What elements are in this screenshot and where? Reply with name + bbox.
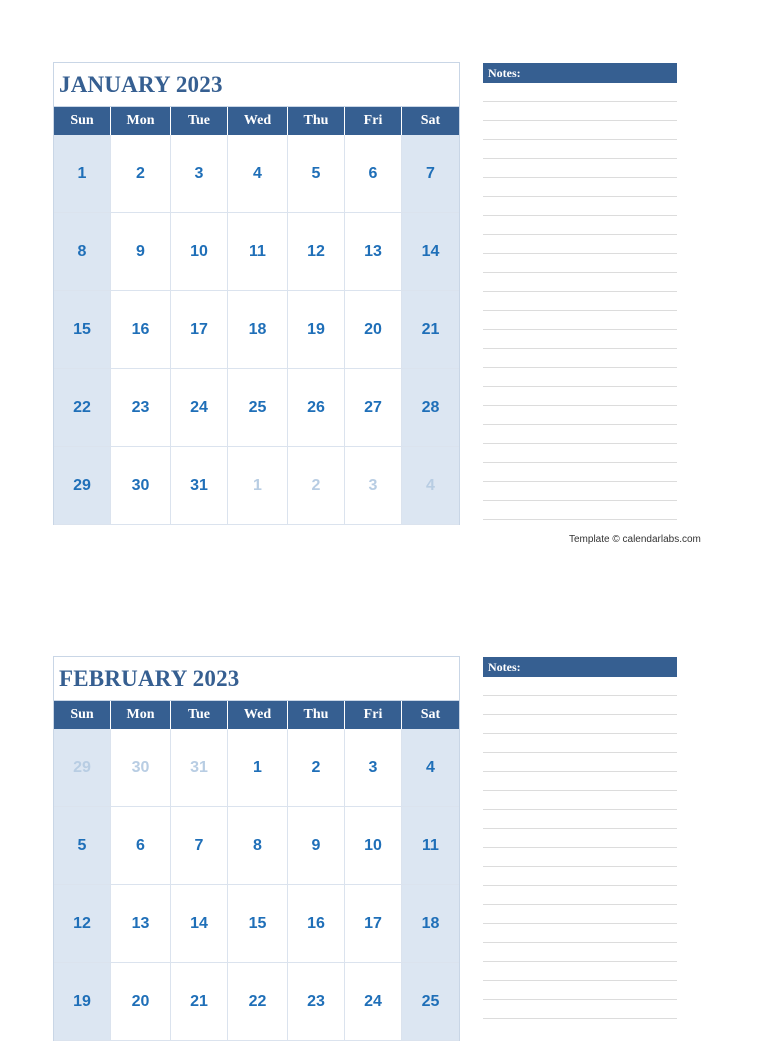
weekday-header: Sun: [54, 701, 111, 729]
day-cell[interactable]: 13: [345, 213, 402, 290]
note-line: [483, 696, 677, 715]
day-cell[interactable]: 22: [54, 369, 111, 446]
note-line: [483, 715, 677, 734]
weekday-header: Sat: [420, 707, 441, 722]
weekday-header: Fri: [345, 107, 402, 135]
day-cell[interactable]: 18: [402, 885, 459, 962]
note-line: [483, 273, 677, 292]
day-cell[interactable]: 9: [288, 807, 345, 884]
weekday-header: Wed: [228, 701, 288, 729]
notes-january: [483, 63, 677, 520]
day-cell[interactable]: 28: [402, 369, 459, 446]
day-cell[interactable]: 4: [402, 729, 459, 806]
note-line: [483, 981, 677, 1000]
day-cell[interactable]: 5: [288, 135, 345, 212]
day-cell-other-month[interactable]: 3: [345, 447, 402, 524]
day-cell[interactable]: 10: [171, 213, 228, 290]
note-lines: [483, 83, 677, 520]
week-row: [54, 369, 459, 447]
day-cell[interactable]: 3: [345, 729, 402, 806]
day-cell[interactable]: 18: [228, 291, 288, 368]
day-cell[interactable]: 14: [402, 213, 459, 290]
day-cell[interactable]: 17: [171, 291, 228, 368]
weekday-header: Thu: [288, 701, 345, 729]
note-line: [483, 140, 677, 159]
day-cell[interactable]: 30: [111, 447, 171, 524]
note-line: [483, 810, 677, 829]
week-row: [54, 807, 459, 885]
day-cell[interactable]: 11: [402, 807, 459, 884]
weeks-grid: [54, 135, 459, 525]
note-line: [483, 444, 677, 463]
weekday-header: Tue: [171, 107, 228, 135]
day-cell-other-month[interactable]: 2: [288, 447, 345, 524]
note-line: [483, 829, 677, 848]
note-line: [483, 753, 677, 772]
day-cell[interactable]: 19: [54, 963, 111, 1040]
day-cell[interactable]: 1: [54, 135, 111, 212]
day-cell[interactable]: 10: [345, 807, 402, 884]
note-line: [483, 83, 677, 102]
day-cell[interactable]: 27: [345, 369, 402, 446]
notes-header: Notes:: [483, 63, 677, 83]
day-cell[interactable]: 15: [54, 291, 111, 368]
day-cell[interactable]: 24: [345, 963, 402, 1040]
day-cell[interactable]: 2: [288, 729, 345, 806]
month-title: JANUARY 2023: [54, 63, 459, 107]
day-cell[interactable]: 4: [228, 135, 288, 212]
day-cell[interactable]: 7: [171, 807, 228, 884]
day-cell[interactable]: 2: [111, 135, 171, 212]
note-line: [483, 387, 677, 406]
day-cell[interactable]: 12: [288, 213, 345, 290]
day-cell[interactable]: 13: [111, 885, 171, 962]
day-cell[interactable]: 25: [402, 963, 459, 1040]
day-cell[interactable]: 20: [111, 963, 171, 1040]
day-cell[interactable]: 15: [228, 885, 288, 962]
day-cell[interactable]: 16: [288, 885, 345, 962]
note-line: [483, 791, 677, 810]
note-line: [483, 501, 677, 520]
day-cell[interactable]: 11: [228, 213, 288, 290]
week-row: [54, 447, 459, 525]
day-cell[interactable]: 7: [402, 135, 459, 212]
note-line: [483, 330, 677, 349]
weekday-header-row: [54, 107, 459, 135]
note-line: [483, 197, 677, 216]
weekday-header: Fri: [345, 701, 402, 729]
note-line: [483, 772, 677, 791]
note-line: [483, 406, 677, 425]
day-cell[interactable]: 23: [111, 369, 171, 446]
calendar-february: [53, 656, 460, 1041]
day-cell[interactable]: 8: [228, 807, 288, 884]
note-line: [483, 482, 677, 501]
day-cell[interactable]: 14: [171, 885, 228, 962]
day-cell[interactable]: 31: [171, 447, 228, 524]
weekday-header: Thu: [288, 107, 345, 135]
day-cell-other-month[interactable]: 4: [402, 447, 459, 524]
note-line: [483, 425, 677, 444]
day-cell[interactable]: 1: [228, 729, 288, 806]
note-line: [483, 159, 677, 178]
weekday-header: Sat: [420, 113, 441, 128]
note-line: [483, 235, 677, 254]
day-cell[interactable]: 16: [111, 291, 171, 368]
week-row: [54, 885, 459, 963]
weekday-header: Sun: [54, 107, 111, 135]
day-cell[interactable]: 17: [345, 885, 402, 962]
weekday-header: Mon: [111, 107, 171, 135]
day-cell[interactable]: 9: [111, 213, 171, 290]
note-line: [483, 216, 677, 235]
day-cell[interactable]: 8: [54, 213, 111, 290]
note-lines: [483, 677, 677, 1019]
day-cell-other-month[interactable]: 30: [111, 729, 171, 806]
weekday-header: Tue: [171, 701, 228, 729]
calendar-january: [53, 62, 460, 525]
notes-header: Notes:: [483, 657, 677, 677]
note-line: [483, 943, 677, 962]
day-cell-other-month[interactable]: 31: [171, 729, 228, 806]
note-line: [483, 1000, 677, 1019]
day-cell[interactable]: 6: [345, 135, 402, 212]
note-line: [483, 292, 677, 311]
note-line: [483, 311, 677, 330]
notes-february: [483, 657, 677, 1019]
note-line: [483, 848, 677, 867]
week-row: [54, 213, 459, 291]
weekday-header-row: [54, 701, 459, 729]
month-title: FEBRUARY 2023: [54, 657, 459, 701]
week-row: [54, 729, 459, 807]
day-cell[interactable]: 21: [171, 963, 228, 1040]
note-line: [483, 677, 677, 696]
week-row: [54, 135, 459, 213]
note-line: [483, 368, 677, 387]
week-row: [54, 291, 459, 369]
day-cell[interactable]: 25: [228, 369, 288, 446]
weeks-grid: [54, 729, 459, 1041]
day-cell[interactable]: 21: [402, 291, 459, 368]
day-cell[interactable]: 26: [288, 369, 345, 446]
weekday-header: Wed: [228, 107, 288, 135]
day-cell[interactable]: 23: [288, 963, 345, 1040]
note-line: [483, 962, 677, 981]
note-line: [483, 463, 677, 482]
note-line: [483, 254, 677, 273]
week-row: [54, 963, 459, 1041]
day-cell[interactable]: 29: [54, 447, 111, 524]
note-line: [483, 924, 677, 943]
day-cell[interactable]: 24: [171, 369, 228, 446]
day-cell[interactable]: 19: [288, 291, 345, 368]
day-cell[interactable]: 22: [228, 963, 288, 1040]
day-cell-other-month[interactable]: 29: [54, 729, 111, 806]
note-line: [483, 121, 677, 140]
day-cell[interactable]: 20: [345, 291, 402, 368]
day-cell[interactable]: 3: [171, 135, 228, 212]
day-cell[interactable]: 6: [111, 807, 171, 884]
day-cell[interactable]: 5: [54, 807, 111, 884]
note-line: [483, 178, 677, 197]
note-line: [483, 349, 677, 368]
note-line: [483, 905, 677, 924]
weekday-header: Mon: [111, 701, 171, 729]
template-credit: Template © calendarlabs.com: [569, 534, 701, 545]
day-cell[interactable]: 12: [54, 885, 111, 962]
day-cell-other-month[interactable]: 1: [228, 447, 288, 524]
note-line: [483, 886, 677, 905]
note-line: [483, 734, 677, 753]
note-line: [483, 102, 677, 121]
note-line: [483, 867, 677, 886]
